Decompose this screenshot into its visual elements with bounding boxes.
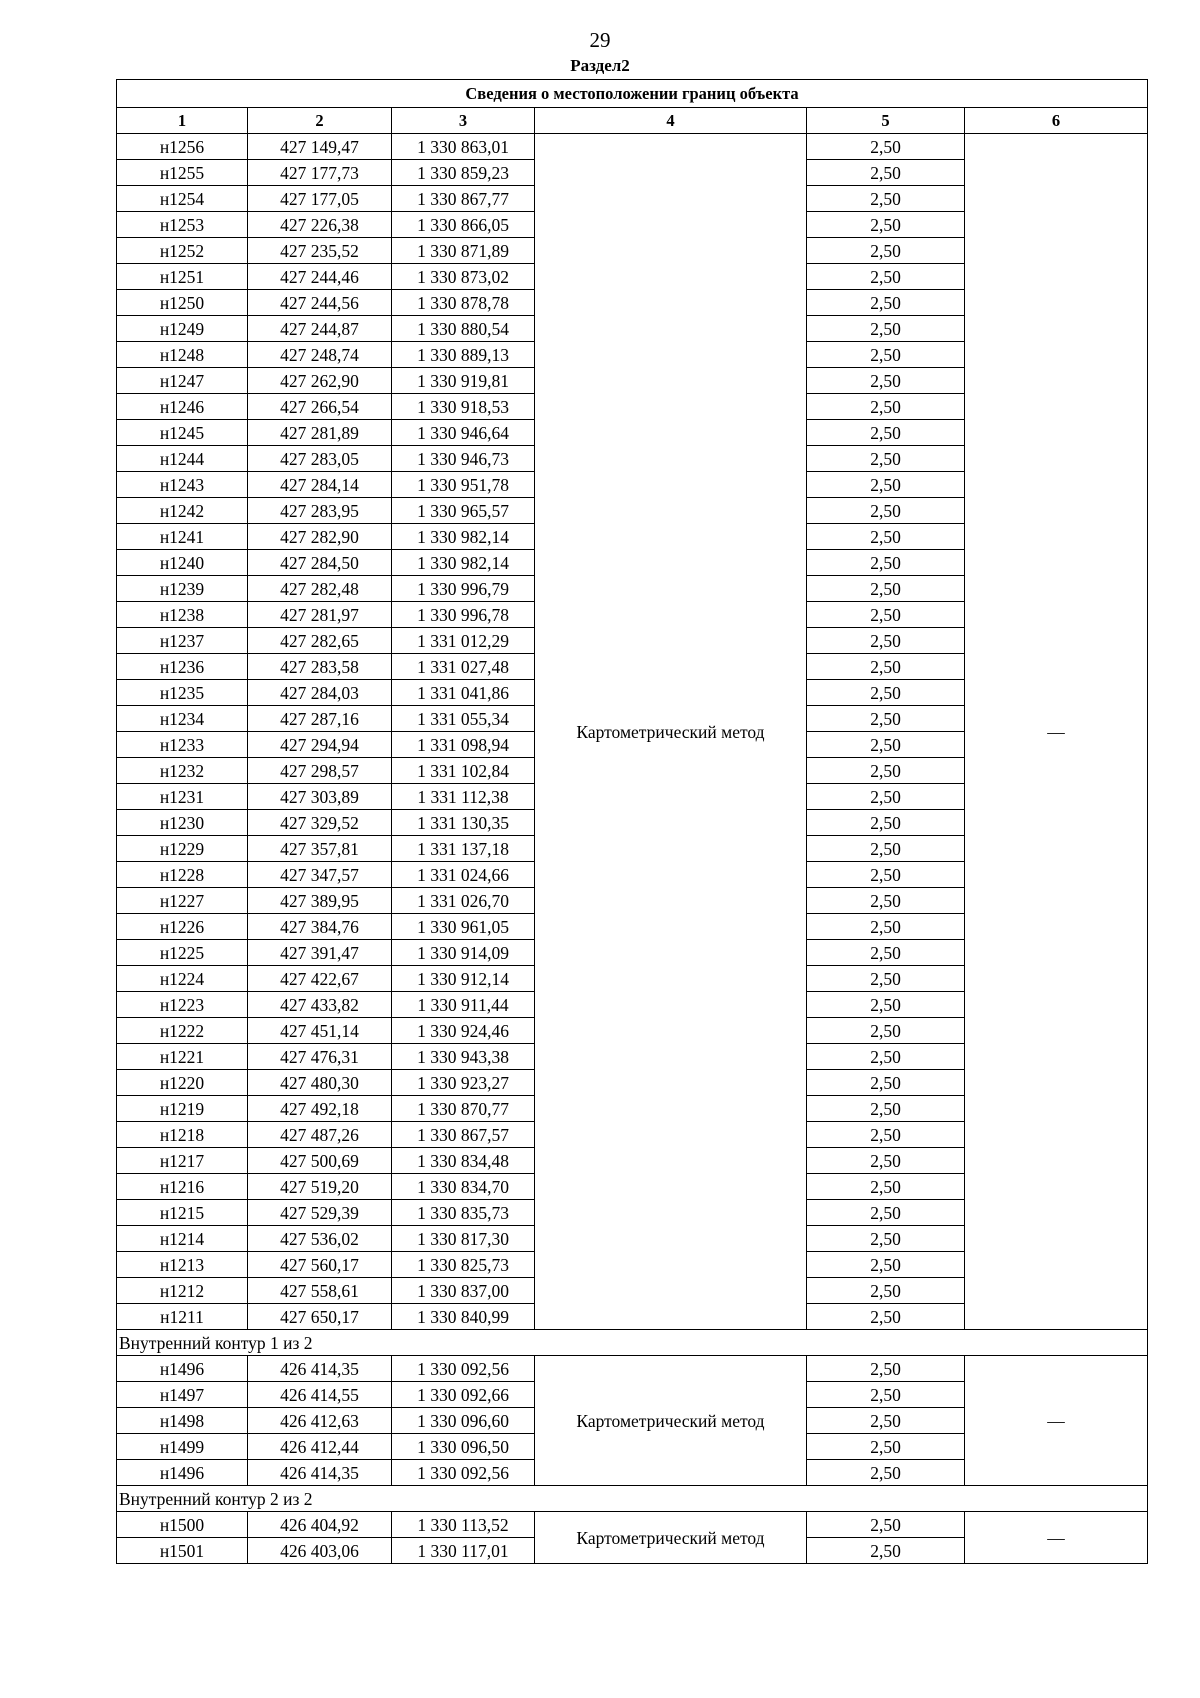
point-name: н1235 xyxy=(117,680,248,706)
y-coordinate: 1 330 113,52 xyxy=(392,1512,535,1538)
contour-label-row xyxy=(117,1486,1148,1512)
method-cell: Картометрический метод xyxy=(535,1512,807,1564)
x-coordinate: 427 283,05 xyxy=(248,446,392,472)
column-header: 4 xyxy=(535,108,807,134)
x-coordinate: 427 298,57 xyxy=(248,758,392,784)
precision-value: 2,50 xyxy=(807,836,965,862)
y-coordinate: 1 330 873,02 xyxy=(392,264,535,290)
precision-value: 2,50 xyxy=(807,1512,965,1538)
x-coordinate: 427 391,47 xyxy=(248,940,392,966)
x-coordinate: 427 476,31 xyxy=(248,1044,392,1070)
precision-value: 2,50 xyxy=(807,888,965,914)
method-cell: Картометрический метод xyxy=(535,134,807,1330)
contour-label: Внутренний контур 1 из 2 xyxy=(117,1330,1148,1356)
point-name: н1213 xyxy=(117,1252,248,1278)
contour-label: Внутренний контур 2 из 2 xyxy=(117,1486,1148,1512)
precision-value: 2,50 xyxy=(807,758,965,784)
point-name: н1255 xyxy=(117,160,248,186)
x-coordinate: 427 650,17 xyxy=(248,1304,392,1330)
y-coordinate: 1 330 867,57 xyxy=(392,1122,535,1148)
y-coordinate: 1 331 055,34 xyxy=(392,706,535,732)
y-coordinate: 1 330 092,66 xyxy=(392,1382,535,1408)
point-name: н1239 xyxy=(117,576,248,602)
y-coordinate: 1 330 951,78 xyxy=(392,472,535,498)
precision-value: 2,50 xyxy=(807,238,965,264)
point-name: н1236 xyxy=(117,654,248,680)
page-number: 29 xyxy=(589,28,611,52)
point-name: н1244 xyxy=(117,446,248,472)
x-coordinate: 427 500,69 xyxy=(248,1148,392,1174)
point-name: н1226 xyxy=(117,914,248,940)
y-coordinate: 1 330 946,73 xyxy=(392,446,535,472)
point-name: н1497 xyxy=(117,1382,248,1408)
y-coordinate: 1 331 112,38 xyxy=(392,784,535,810)
point-name: н1253 xyxy=(117,212,248,238)
point-name: н1231 xyxy=(117,784,248,810)
y-coordinate: 1 330 825,73 xyxy=(392,1252,535,1278)
point-name: н1496 xyxy=(117,1356,248,1382)
table-row xyxy=(117,1512,1148,1538)
y-coordinate: 1 330 834,48 xyxy=(392,1148,535,1174)
x-coordinate: 427 433,82 xyxy=(248,992,392,1018)
x-coordinate: 426 412,63 xyxy=(248,1408,392,1434)
column-header: 1 xyxy=(117,108,248,134)
y-coordinate: 1 330 943,38 xyxy=(392,1044,535,1070)
precision-value: 2,50 xyxy=(807,810,965,836)
point-name: н1251 xyxy=(117,264,248,290)
y-coordinate: 1 330 878,78 xyxy=(392,290,535,316)
y-coordinate: 1 330 092,56 xyxy=(392,1356,535,1382)
x-coordinate: 427 248,74 xyxy=(248,342,392,368)
x-coordinate: 427 244,56 xyxy=(248,290,392,316)
x-coordinate: 426 414,35 xyxy=(248,1356,392,1382)
y-coordinate: 1 330 092,56 xyxy=(392,1460,535,1486)
y-coordinate: 1 330 870,77 xyxy=(392,1096,535,1122)
x-coordinate: 427 294,94 xyxy=(248,732,392,758)
x-coordinate: 427 281,89 xyxy=(248,420,392,446)
point-name: н1219 xyxy=(117,1096,248,1122)
y-coordinate: 1 330 096,60 xyxy=(392,1408,535,1434)
precision-value: 2,50 xyxy=(807,1460,965,1486)
y-coordinate: 1 331 098,94 xyxy=(392,732,535,758)
precision-value: 2,50 xyxy=(807,524,965,550)
x-coordinate: 427 281,97 xyxy=(248,602,392,628)
x-coordinate: 427 487,26 xyxy=(248,1122,392,1148)
y-coordinate: 1 330 817,30 xyxy=(392,1226,535,1252)
point-name: н1241 xyxy=(117,524,248,550)
precision-value: 2,50 xyxy=(807,394,965,420)
x-coordinate: 426 414,55 xyxy=(248,1382,392,1408)
x-coordinate: 427 519,20 xyxy=(248,1174,392,1200)
point-name: н1248 xyxy=(117,342,248,368)
point-name: н1217 xyxy=(117,1148,248,1174)
x-coordinate: 427 244,46 xyxy=(248,264,392,290)
y-coordinate: 1 330 919,81 xyxy=(392,368,535,394)
column6-dash-cell: — xyxy=(965,1356,1148,1486)
point-name: н1246 xyxy=(117,394,248,420)
precision-value: 2,50 xyxy=(807,550,965,576)
precision-value: 2,50 xyxy=(807,1434,965,1460)
x-coordinate: 427 262,90 xyxy=(248,368,392,394)
column-header: 2 xyxy=(248,108,392,134)
table-caption-row xyxy=(117,80,1148,108)
point-name: н1233 xyxy=(117,732,248,758)
column-header: 6 xyxy=(965,108,1148,134)
y-coordinate: 1 330 863,01 xyxy=(392,134,535,160)
precision-value: 2,50 xyxy=(807,472,965,498)
precision-value: 2,50 xyxy=(807,680,965,706)
precision-value: 2,50 xyxy=(807,654,965,680)
x-coordinate: 427 266,54 xyxy=(248,394,392,420)
x-coordinate: 427 226,38 xyxy=(248,212,392,238)
boundary-coordinates-table xyxy=(116,79,1148,1564)
y-coordinate: 1 330 867,77 xyxy=(392,186,535,212)
point-name: н1218 xyxy=(117,1122,248,1148)
precision-value: 2,50 xyxy=(807,706,965,732)
precision-value: 2,50 xyxy=(807,602,965,628)
x-coordinate: 427 177,73 xyxy=(248,160,392,186)
point-name: н1243 xyxy=(117,472,248,498)
point-name: н1232 xyxy=(117,758,248,784)
precision-value: 2,50 xyxy=(807,1382,965,1408)
x-coordinate: 427 329,52 xyxy=(248,810,392,836)
point-name: н1214 xyxy=(117,1226,248,1252)
point-name: н1222 xyxy=(117,1018,248,1044)
y-coordinate: 1 331 024,66 xyxy=(392,862,535,888)
x-coordinate: 427 384,76 xyxy=(248,914,392,940)
precision-value: 2,50 xyxy=(807,134,965,160)
x-coordinate: 427 480,30 xyxy=(248,1070,392,1096)
precision-value: 2,50 xyxy=(807,1356,965,1382)
x-coordinate: 427 149,47 xyxy=(248,134,392,160)
precision-value: 2,50 xyxy=(807,1408,965,1434)
column6-dash-cell: — xyxy=(965,1512,1148,1564)
y-coordinate: 1 331 041,86 xyxy=(392,680,535,706)
point-name: н1247 xyxy=(117,368,248,394)
x-coordinate: 427 177,05 xyxy=(248,186,392,212)
precision-value: 2,50 xyxy=(807,186,965,212)
x-coordinate: 426 404,92 xyxy=(248,1512,392,1538)
y-coordinate: 1 330 117,01 xyxy=(392,1538,535,1564)
point-name: н1256 xyxy=(117,134,248,160)
precision-value: 2,50 xyxy=(807,1096,965,1122)
x-coordinate: 427 558,61 xyxy=(248,1278,392,1304)
point-name: н1254 xyxy=(117,186,248,212)
point-name: н1227 xyxy=(117,888,248,914)
x-coordinate: 426 403,06 xyxy=(248,1538,392,1564)
x-coordinate: 427 283,95 xyxy=(248,498,392,524)
x-coordinate: 427 282,90 xyxy=(248,524,392,550)
y-coordinate: 1 330 961,05 xyxy=(392,914,535,940)
y-coordinate: 1 330 096,50 xyxy=(392,1434,535,1460)
precision-value: 2,50 xyxy=(807,1252,965,1278)
x-coordinate: 427 529,39 xyxy=(248,1200,392,1226)
y-coordinate: 1 330 965,57 xyxy=(392,498,535,524)
precision-value: 2,50 xyxy=(807,784,965,810)
precision-value: 2,50 xyxy=(807,290,965,316)
y-coordinate: 1 330 880,54 xyxy=(392,316,535,342)
y-coordinate: 1 330 946,64 xyxy=(392,420,535,446)
column6-dash-cell: — xyxy=(965,134,1148,1330)
contour-label-row xyxy=(117,1330,1148,1356)
point-name: н1230 xyxy=(117,810,248,836)
x-coordinate: 427 244,87 xyxy=(248,316,392,342)
x-coordinate: 427 451,14 xyxy=(248,1018,392,1044)
precision-value: 2,50 xyxy=(807,368,965,394)
y-coordinate: 1 330 918,53 xyxy=(392,394,535,420)
y-coordinate: 1 331 026,70 xyxy=(392,888,535,914)
x-coordinate: 426 412,44 xyxy=(248,1434,392,1460)
column-header: 5 xyxy=(807,108,965,134)
point-name: н1252 xyxy=(117,238,248,264)
y-coordinate: 1 330 912,14 xyxy=(392,966,535,992)
point-name: н1228 xyxy=(117,862,248,888)
y-coordinate: 1 330 837,00 xyxy=(392,1278,535,1304)
y-coordinate: 1 331 130,35 xyxy=(392,810,535,836)
point-name: н1496 xyxy=(117,1460,248,1486)
precision-value: 2,50 xyxy=(807,628,965,654)
precision-value: 2,50 xyxy=(807,1278,965,1304)
precision-value: 2,50 xyxy=(807,1226,965,1252)
point-name: н1237 xyxy=(117,628,248,654)
point-name: н1221 xyxy=(117,1044,248,1070)
x-coordinate: 427 282,65 xyxy=(248,628,392,654)
precision-value: 2,50 xyxy=(807,1070,965,1096)
section-title: Раздел2 xyxy=(570,56,630,75)
point-name: н1223 xyxy=(117,992,248,1018)
precision-value: 2,50 xyxy=(807,862,965,888)
y-coordinate: 1 331 012,29 xyxy=(392,628,535,654)
precision-value: 2,50 xyxy=(807,1174,965,1200)
column-header: 3 xyxy=(392,108,535,134)
y-coordinate: 1 330 982,14 xyxy=(392,524,535,550)
point-name: н1500 xyxy=(117,1512,248,1538)
precision-value: 2,50 xyxy=(807,1538,965,1564)
precision-value: 2,50 xyxy=(807,940,965,966)
precision-value: 2,50 xyxy=(807,576,965,602)
x-coordinate: 427 284,03 xyxy=(248,680,392,706)
x-coordinate: 427 536,02 xyxy=(248,1226,392,1252)
point-name: н1224 xyxy=(117,966,248,992)
y-coordinate: 1 331 027,48 xyxy=(392,654,535,680)
precision-value: 2,50 xyxy=(807,264,965,290)
point-name: н1501 xyxy=(117,1538,248,1564)
y-coordinate: 1 330 835,73 xyxy=(392,1200,535,1226)
x-coordinate: 427 347,57 xyxy=(248,862,392,888)
point-name: н1245 xyxy=(117,420,248,446)
y-coordinate: 1 330 871,89 xyxy=(392,238,535,264)
point-name: н1498 xyxy=(117,1408,248,1434)
y-coordinate: 1 330 996,78 xyxy=(392,602,535,628)
precision-value: 2,50 xyxy=(807,1200,965,1226)
table-caption: Сведения о местоположении границ объекта xyxy=(117,80,1148,108)
y-coordinate: 1 330 889,13 xyxy=(392,342,535,368)
table-row xyxy=(117,134,1148,160)
point-name: н1216 xyxy=(117,1174,248,1200)
point-name: н1211 xyxy=(117,1304,248,1330)
x-coordinate: 427 389,95 xyxy=(248,888,392,914)
y-coordinate: 1 330 859,23 xyxy=(392,160,535,186)
x-coordinate: 427 283,58 xyxy=(248,654,392,680)
precision-value: 2,50 xyxy=(807,992,965,1018)
table-row xyxy=(117,1356,1148,1382)
point-name: н1220 xyxy=(117,1070,248,1096)
precision-value: 2,50 xyxy=(807,1148,965,1174)
point-name: н1234 xyxy=(117,706,248,732)
precision-value: 2,50 xyxy=(807,914,965,940)
y-coordinate: 1 330 914,09 xyxy=(392,940,535,966)
x-coordinate: 427 235,52 xyxy=(248,238,392,264)
table-body xyxy=(117,134,1148,1564)
precision-value: 2,50 xyxy=(807,342,965,368)
point-name: н1215 xyxy=(117,1200,248,1226)
method-cell: Картометрический метод xyxy=(535,1356,807,1486)
point-name: н1499 xyxy=(117,1434,248,1460)
point-name: н1250 xyxy=(117,290,248,316)
point-name: н1240 xyxy=(117,550,248,576)
precision-value: 2,50 xyxy=(807,1044,965,1070)
precision-value: 2,50 xyxy=(807,420,965,446)
precision-value: 2,50 xyxy=(807,316,965,342)
y-coordinate: 1 330 996,79 xyxy=(392,576,535,602)
y-coordinate: 1 331 102,84 xyxy=(392,758,535,784)
y-coordinate: 1 330 866,05 xyxy=(392,212,535,238)
x-coordinate: 426 414,35 xyxy=(248,1460,392,1486)
precision-value: 2,50 xyxy=(807,212,965,238)
y-coordinate: 1 330 834,70 xyxy=(392,1174,535,1200)
precision-value: 2,50 xyxy=(807,446,965,472)
x-coordinate: 427 282,48 xyxy=(248,576,392,602)
point-name: н1225 xyxy=(117,940,248,966)
precision-value: 2,50 xyxy=(807,732,965,758)
point-name: н1212 xyxy=(117,1278,248,1304)
precision-value: 2,50 xyxy=(807,1304,965,1330)
precision-value: 2,50 xyxy=(807,1122,965,1148)
precision-value: 2,50 xyxy=(807,160,965,186)
x-coordinate: 427 303,89 xyxy=(248,784,392,810)
point-name: н1249 xyxy=(117,316,248,342)
point-name: н1242 xyxy=(117,498,248,524)
x-coordinate: 427 284,14 xyxy=(248,472,392,498)
x-coordinate: 427 492,18 xyxy=(248,1096,392,1122)
x-coordinate: 427 422,67 xyxy=(248,966,392,992)
y-coordinate: 1 330 923,27 xyxy=(392,1070,535,1096)
x-coordinate: 427 560,17 xyxy=(248,1252,392,1278)
point-name: н1229 xyxy=(117,836,248,862)
y-coordinate: 1 330 924,46 xyxy=(392,1018,535,1044)
point-name: н1238 xyxy=(117,602,248,628)
precision-value: 2,50 xyxy=(807,1018,965,1044)
y-coordinate: 1 331 137,18 xyxy=(392,836,535,862)
x-coordinate: 427 284,50 xyxy=(248,550,392,576)
y-coordinate: 1 330 840,99 xyxy=(392,1304,535,1330)
precision-value: 2,50 xyxy=(807,966,965,992)
y-coordinate: 1 330 911,44 xyxy=(392,992,535,1018)
y-coordinate: 1 330 982,14 xyxy=(392,550,535,576)
x-coordinate: 427 287,16 xyxy=(248,706,392,732)
x-coordinate: 427 357,81 xyxy=(248,836,392,862)
precision-value: 2,50 xyxy=(807,498,965,524)
column-header-row xyxy=(117,108,1148,134)
